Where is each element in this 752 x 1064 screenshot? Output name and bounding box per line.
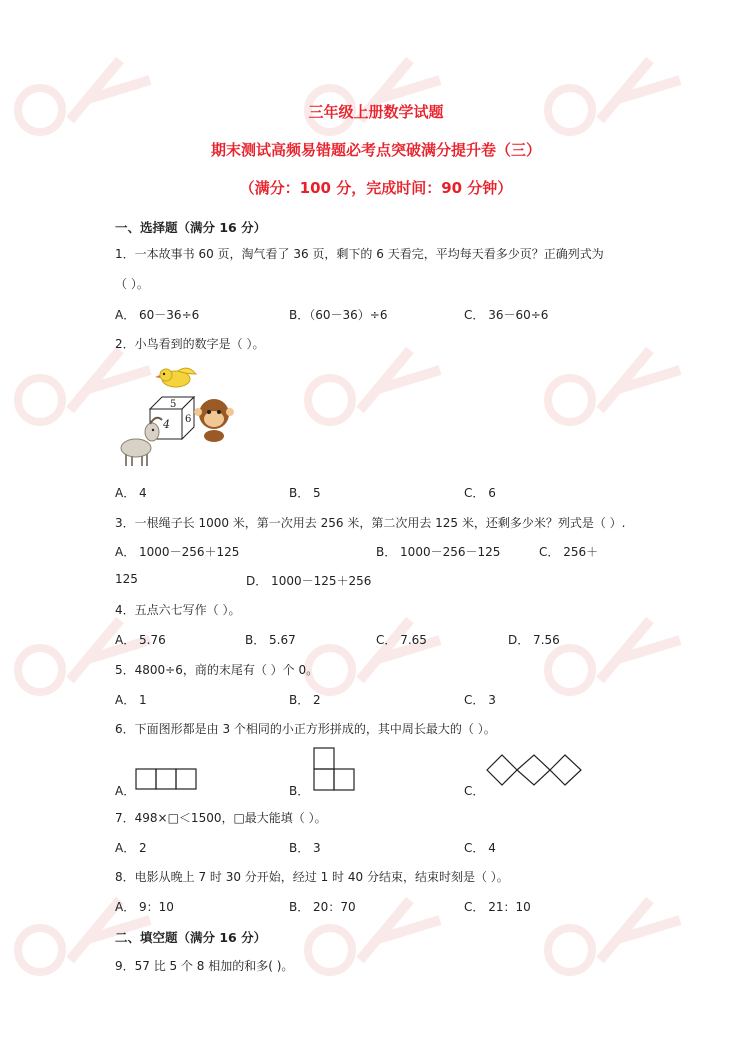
q6-shape-c bbox=[486, 753, 582, 791]
section-heading-choice: 一、选择题（满分 16 分） bbox=[115, 220, 267, 235]
watermark-logo-icon bbox=[300, 880, 450, 990]
q8-option-b[interactable]: B． 20：70 bbox=[289, 900, 356, 914]
q2-option-c[interactable]: C． 6 bbox=[464, 486, 496, 500]
question-2: 2．小鸟看到的数字是（ ）。 bbox=[115, 337, 265, 351]
q4-option-c[interactable]: C． 7.65 bbox=[376, 633, 427, 647]
q5-option-b[interactable]: B． 2 bbox=[289, 693, 321, 707]
watermark-logo-icon bbox=[540, 880, 690, 990]
cube-side-number: 6 bbox=[185, 414, 192, 425]
q3-option-a[interactable]: A． 1000－256＋125 bbox=[115, 545, 240, 559]
q8-option-c[interactable]: C． 21：10 bbox=[464, 900, 531, 914]
watermark-logo-icon bbox=[10, 40, 160, 150]
q2-option-a[interactable]: A． 4 bbox=[115, 486, 147, 500]
q5-option-a[interactable]: A． 1 bbox=[115, 693, 147, 707]
q4-option-d[interactable]: D． 7.56 bbox=[508, 633, 560, 647]
q7-option-b[interactable]: B． 3 bbox=[289, 841, 321, 855]
watermark-logo-icon bbox=[300, 330, 450, 440]
q4-option-b[interactable]: B． 5.67 bbox=[245, 633, 296, 647]
q4-option-a[interactable]: A． 5.76 bbox=[115, 633, 166, 647]
q6-shape-a bbox=[135, 768, 197, 794]
q6-option-b[interactable]: B． bbox=[289, 784, 310, 798]
watermark-logo-icon bbox=[300, 600, 450, 710]
exam-subtitle: 期末测试高频易错题必考点突破满分提升卷（三） bbox=[210, 141, 541, 159]
q3-option-b[interactable]: B． 1000－256－125 bbox=[376, 545, 501, 559]
q6-option-a[interactable]: A． bbox=[115, 784, 136, 798]
watermark-logo-icon bbox=[540, 600, 690, 710]
goat-icon bbox=[121, 418, 162, 466]
question-9: 9．57 比 5 个 8 相加的和多( )。 bbox=[115, 959, 294, 973]
cube-front-number: 4 bbox=[163, 418, 170, 431]
q3-option-c-continued[interactable]: 125 bbox=[115, 572, 138, 586]
q1-option-b[interactable]: B．（60－36）÷6 bbox=[289, 308, 388, 322]
question-1-blank: （ ）。 bbox=[115, 277, 149, 291]
question-5: 5．4800÷6，商的末尾有（ ）个 0。 bbox=[115, 663, 319, 677]
q5-option-c[interactable]: C． 3 bbox=[464, 693, 496, 707]
q3-option-d[interactable]: D． 1000－125＋256 bbox=[246, 574, 372, 588]
q3-option-c[interactable]: C． 256＋ bbox=[539, 545, 599, 559]
exam-title: 三年级上册数学试题 bbox=[308, 103, 444, 121]
watermark-logo-icon bbox=[540, 40, 690, 150]
question-8: 8．电影从晚上 7 时 30 分开始，经过 1 时 40 分结束，结束时刻是（ ）。 bbox=[115, 870, 509, 884]
cube-top-number: 5 bbox=[170, 399, 177, 410]
watermark-logo-icon bbox=[300, 40, 450, 150]
question-6: 6．下面图形都是由 3 个相同的小正方形拼成的，其中周长最大的（ ）。 bbox=[115, 722, 496, 736]
q6-shape-b bbox=[313, 747, 355, 795]
watermark-logo-icon bbox=[540, 330, 690, 440]
question-7: 7．498×□＜1500，□最大能填（ ）。 bbox=[115, 811, 327, 825]
q2-option-b[interactable]: B． 5 bbox=[289, 486, 321, 500]
monkey-icon bbox=[194, 399, 234, 442]
q6-option-c[interactable]: C． bbox=[464, 784, 485, 798]
q1-option-a[interactable]: A． 60－36÷6 bbox=[115, 308, 200, 322]
question-4: 4．五点六七写作（ ）。 bbox=[115, 603, 241, 617]
q1-option-c[interactable]: C． 36－60÷6 bbox=[464, 308, 549, 322]
exam-score-info: （满分：100 分，完成时间：90 分钟） bbox=[239, 179, 513, 197]
q8-option-a[interactable]: A． 9：10 bbox=[115, 900, 174, 914]
question-1: 1．一本故事书 60 页，淘气看了 36 页，剩下的 6 天看完，平均每天看多少页？正确列式为 bbox=[115, 247, 604, 261]
bird-icon bbox=[155, 368, 196, 387]
q7-option-a[interactable]: A． 2 bbox=[115, 841, 147, 855]
q7-option-c[interactable]: C． 4 bbox=[464, 841, 496, 855]
q2-cube-figure bbox=[112, 364, 242, 468]
section-heading-fill: 二、填空题（满分 16 分） bbox=[115, 930, 267, 945]
question-3: 3．一根绳子长 1000 米，第一次用去 256 米，第二次用去 125 米，还剩多少米？列式是（ ）. bbox=[115, 516, 626, 530]
